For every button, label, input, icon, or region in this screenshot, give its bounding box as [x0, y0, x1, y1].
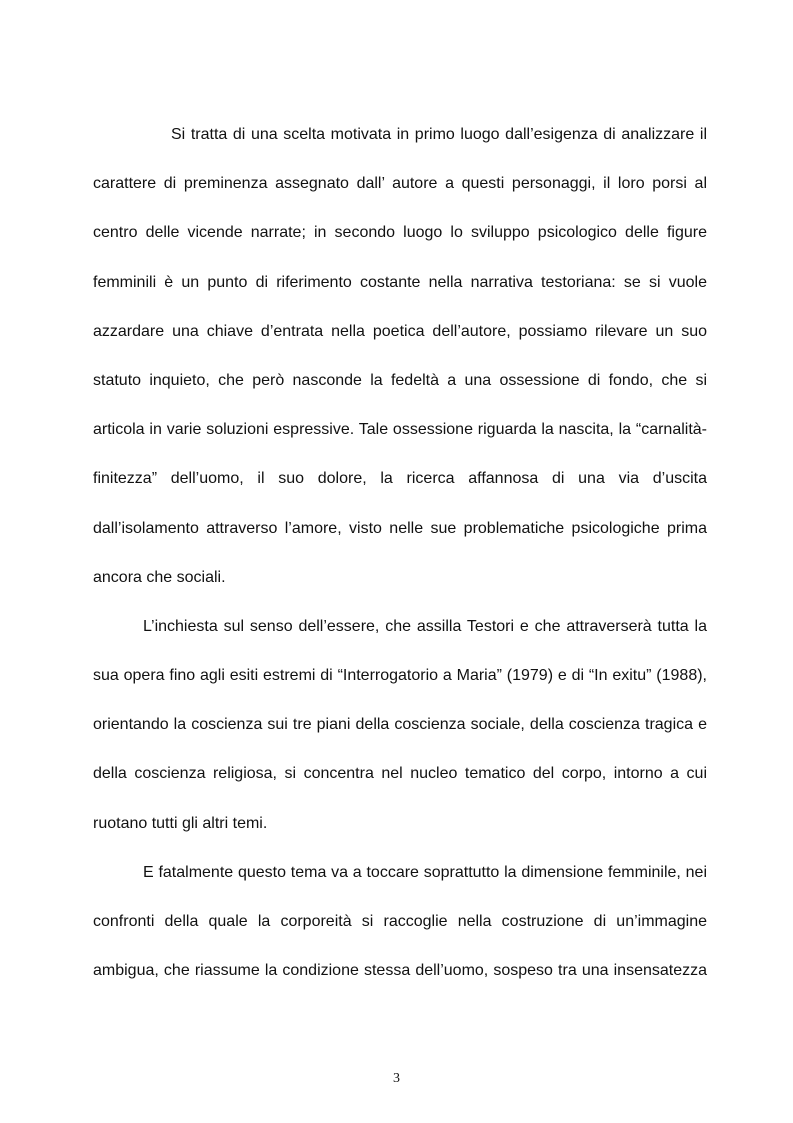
paragraph-line: centro delle vicende narrate; in secondo luogo lo sviluppo psicologico delle figure [93, 224, 707, 242]
paragraph-line: ambigua, che riassume la condizione stessa dell’uomo, sospeso tra una insensatezza [93, 962, 707, 980]
paragraph-2 [93, 612, 707, 858]
paragraph-line: sua opera fino agli esiti estremi di “Interrogatorio a Maria” (1979) e di “In exitu” (1988), [93, 667, 707, 685]
paragraph-line: L’inchiesta sul senso dell’essere, che assilla Testori e che attraverserà tutta la [143, 617, 707, 635]
paragraph-line: finitezza” dell’uomo, il suo dolore, la ricerca affannosa di una via d’uscita [93, 470, 707, 488]
paragraph-line: E fatalmente questo tema va a toccare soprattutto la dimensione femminile, nei [143, 863, 707, 881]
paragraph-line: azzardare una chiave d’entrata nella poetica dell’autore, possiamo rilevare un suo [93, 322, 707, 340]
paragraph-3 [93, 858, 707, 1006]
paragraph-line: della coscienza religiosa, si concentra nel nucleo tematico del corpo, intorno a cui [93, 765, 707, 783]
paragraph-line: dall’isolamento attraverso l’amore, visto nelle sue problematiche psicologiche prima [93, 519, 707, 537]
body-text [93, 120, 707, 1005]
paragraph-line: Si tratta di una scelta motivata in primo luogo dall’esigenza di analizzare il [171, 126, 707, 143]
paragraph-line: ruotano tutti gli altri temi. [93, 814, 268, 832]
page-number: 3 [393, 1071, 400, 1086]
paragraph-line: articola in varie soluzioni espressive. Tale ossessione riguarda la nascita, la “carnalità- [93, 421, 707, 439]
paragraph-line: orientando la coscienza sui tre piani della coscienza sociale, della coscienza tragica e [93, 716, 707, 734]
paragraph-1 [93, 120, 707, 612]
paragraph-line: statuto inquieto, che però nasconde la fedeltà a una ossessione di fondo, che si [93, 371, 707, 389]
paragraph-line: ancora che sociali. [93, 568, 226, 586]
paragraph-line: confronti della quale la corporeità si raccoglie nella costruzione di un’immagine [93, 913, 707, 930]
paragraph-line: carattere di preminenza assegnato dall’ autore a questi personaggi, il loro porsi al [93, 175, 707, 193]
paragraph-line: femminili è un punto di riferimento costante nella narrativa testoriana: se si vuole [93, 273, 707, 291]
